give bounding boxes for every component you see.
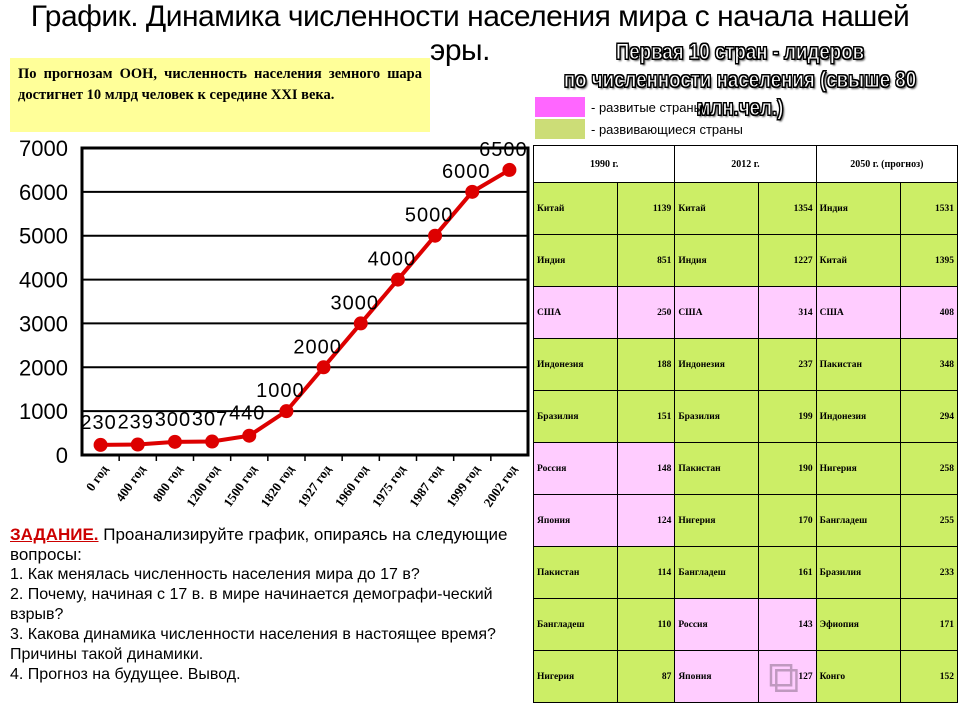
country-cell: Бангладеш [534,599,618,651]
leaders-table-wrap [533,145,958,703]
population-cell: 1395 [900,235,957,287]
leaders-table [533,145,958,703]
x-tick-label: 800 год [149,462,186,505]
country-cell: Пакистан [816,339,900,391]
country-cell: Индия [675,235,759,287]
country-cell: США [534,287,618,339]
table-row [534,495,958,547]
population-cell: 237 [759,339,816,391]
task-question-4: 4. Прогноз на будущее. Вывод. [10,666,241,683]
country-cell: Япония [534,495,618,547]
x-tick-label: 1927 год [294,462,335,510]
y-tick-label: 3000 [19,311,68,337]
data-label: 6500 [479,138,528,161]
population-cell: 314 [759,287,816,339]
y-tick-label: 6000 [19,179,68,205]
table-row [534,339,958,391]
population-cell: 258 [900,443,957,495]
population-cell: 255 [900,495,957,547]
task-heading [10,525,530,565]
population-cell: 148 [618,443,675,495]
data-label: 440 [229,402,266,425]
data-label: 4000 [367,248,417,271]
population-cell: 294 [900,391,957,443]
population-cell: 127 [759,651,816,703]
task-question-3: 3. Какова динамика численности населения в настоящее время? Причины такой динамики. [10,626,496,663]
population-cell: 851 [618,235,675,287]
population-cell: 1227 [759,235,816,287]
x-tick-label: 1820 год [257,462,297,510]
legend-swatch-developing [535,119,585,139]
leaders-heading-line1: Первая 10 стран - лидеров [615,39,865,64]
x-tick-label: 1960 год [331,462,372,510]
data-label: 230 [80,411,117,434]
country-cell: Бразилия [816,547,900,599]
slide-title-line1: График. Динамика численности населения мира с начала нашей [30,0,910,33]
task-question-1: 1. Как менялась численность населения мира до 17 в? [10,566,420,583]
legend-swatch-developed [535,97,585,117]
task-intro: Проанализируйте график, опираясь на следующие вопросы: [10,525,508,564]
data-label: 3000 [330,292,379,315]
data-point [465,185,479,199]
country-cell: Индонезия [675,339,759,391]
table-row [534,391,958,443]
un-forecast-note: По прогнозам ООН, численность населения земного шара достигнет 10 млрд человек к середине XXI века. [10,58,430,132]
population-cell: 143 [759,599,816,651]
data-label: 1000 [256,380,305,403]
country-cell: Индия [816,183,900,235]
legend-item-developed [535,96,743,118]
population-cell: 114 [618,547,675,599]
country-cell: Индонезия [816,391,900,443]
table-row [534,443,958,495]
data-label: 6000 [442,160,491,183]
y-tick-label: 1000 [19,399,68,425]
country-cell: Бразилия [675,391,759,443]
country-cell: Россия [675,599,759,651]
y-tick-label: 5000 [19,223,68,249]
data-point [428,229,442,243]
country-cell: Китай [675,183,759,235]
task-keyword: ЗАДАНИЕ. [10,525,99,544]
country-cell: Пакистан [534,547,618,599]
x-tick-label: 1200 год [182,462,223,510]
table-row [534,599,958,651]
data-label: 300 [154,408,192,431]
country-cell: Бангладеш [816,495,900,547]
population-cell: 1354 [759,183,816,235]
population-line-chart [0,130,535,525]
population-cell: 408 [900,287,957,339]
x-tick-label: 0 год [82,462,112,494]
population-cell: 233 [900,547,957,599]
legend [535,96,743,140]
country-cell: Нигерия [534,651,618,703]
legend-label-developed: - развитые страны [591,99,703,115]
data-label: 5000 [404,204,454,227]
legend-label-developing: - развивающиеся страны [591,121,743,137]
watermark-icon: ⧉ [768,652,800,703]
population-cell: 152 [900,651,957,703]
country-cell: Индия [534,235,618,287]
y-tick-label: 2000 [19,355,68,381]
data-label: 307 [191,408,229,431]
table-row [534,547,958,599]
country-cell: Конго [816,651,900,703]
country-cell: Бангладеш [675,547,759,599]
country-cell: Пакистан [675,443,759,495]
data-label: 239 [117,411,154,434]
country-cell: Нигерия [675,495,759,547]
population-cell: 161 [759,547,816,599]
x-tick-label: 1999 год [443,462,483,510]
population-cell: 1531 [900,183,957,235]
task-block [10,525,530,685]
table-row [534,287,958,339]
data-point [205,435,219,449]
slide-title-line2: эры. [430,34,490,67]
country-cell: США [675,287,759,339]
data-point [131,438,145,452]
data-point [94,438,108,452]
population-cell: 188 [618,339,675,391]
table-header-row [534,146,958,183]
data-label: 2000 [293,336,342,359]
country-cell: Китай [534,183,618,235]
x-tick-label: 1500 год [220,462,260,510]
country-cell: Индонезия [534,339,618,391]
country-cell: Япония [675,651,759,703]
data-point [502,163,516,177]
country-cell: Бразилия [534,391,618,443]
country-cell: Китай [816,235,900,287]
population-cell: 170 [759,495,816,547]
table-header-1990: 1990 г. [534,146,675,183]
data-point [354,316,368,330]
table-header-2050: 2050 г. (прогноз) [816,146,957,183]
y-tick-label: 4000 [19,267,68,293]
data-point [279,404,293,418]
population-cell: 250 [618,287,675,339]
x-tick-label: 2002 год [480,462,520,510]
x-tick-label: 1975 год [368,462,409,510]
population-cell: 199 [759,391,816,443]
data-point [317,360,331,374]
legend-item-developing [535,118,743,140]
x-tick-label: 400 год [112,462,149,505]
table-row [534,235,958,287]
population-cell: 190 [759,443,816,495]
population-cell: 110 [618,599,675,651]
data-point [391,273,405,287]
plot-area [82,148,528,455]
population-cell: 151 [618,391,675,443]
x-tick-label: 1987 год [405,462,446,510]
y-tick-label: 7000 [19,136,68,161]
task-question-2: 2. Почему, начиная с 17 в. в мире начинается демографи-ческий взрыв? [10,586,493,623]
data-point [168,435,182,449]
population-cell: 124 [618,495,675,547]
data-point [242,429,256,443]
country-cell: США [816,287,900,339]
table-header-2012: 2012 г. [675,146,816,183]
country-cell: Нигерия [816,443,900,495]
leaders-heading-line2: по численности населения (свыше 80 млн.чел.) [563,67,917,120]
population-cell: 171 [900,599,957,651]
table-row [534,183,958,235]
population-cell: 87 [618,651,675,703]
y-tick-label: 0 [55,443,68,468]
country-cell: Эфиопия [816,599,900,651]
population-cell: 1139 [618,183,675,235]
table-row [534,651,958,703]
population-cell: 348 [900,339,957,391]
country-cell: Россия [534,443,618,495]
